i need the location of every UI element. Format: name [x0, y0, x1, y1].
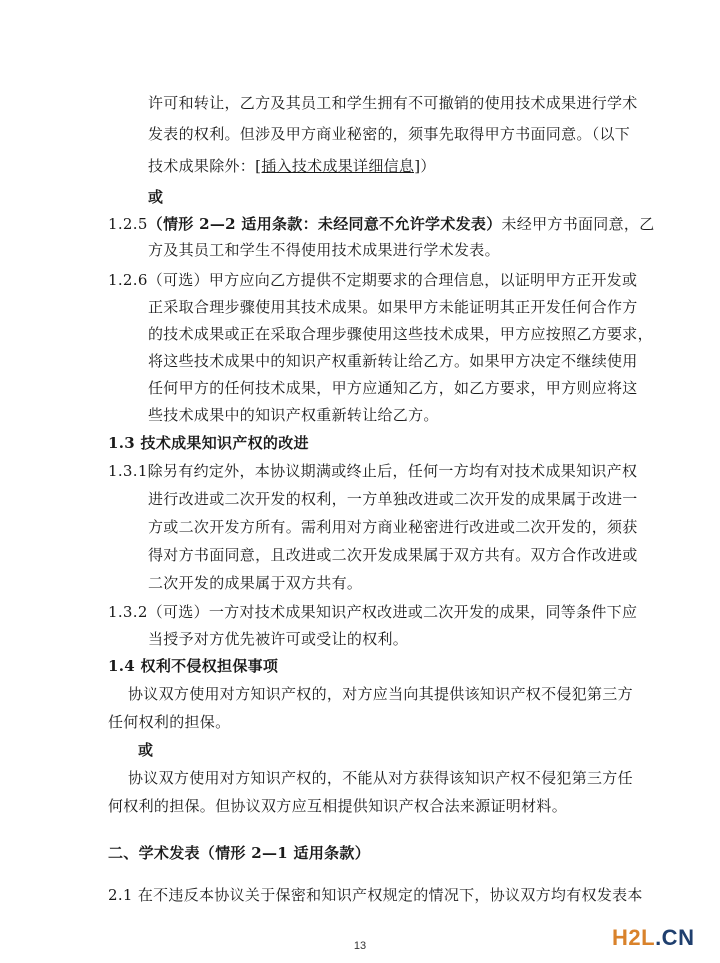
text-fragment: ）: [420, 157, 436, 175]
paragraph-line: 任何权利的担保。: [108, 713, 231, 731]
watermark-logo: [612, 925, 694, 951]
paragraph-line: 协议双方使用对方知识产权的，不能从对方获得该知识产权不侵犯第三方任: [128, 769, 633, 787]
text-fragment: （可选）甲方应向乙方提供不定期要求的合理信息，以证明甲方正开发或: [147, 271, 638, 289]
paragraph-line: 的技术成果或正在采取合理步骤使用这些技术成果，甲方应按照乙方要求，: [148, 325, 653, 343]
section-heading-2: 二、学术发表（情形 2—1 适用条款）: [108, 844, 371, 862]
paragraph-line: 得对方书面同意，且改进或二次开发成果属于双方共有。双方合作改进或: [148, 546, 638, 564]
paragraph-line: 将这些技术成果中的知识产权重新转让给乙方。如果甲方决定不继续使用: [148, 352, 638, 370]
text-fragment: 未经甲方书面同意，乙: [501, 215, 655, 233]
paragraph-line: 正采取合理步骤使用其技术成果。如果甲方未能证明其正开发任何合作方: [148, 298, 638, 316]
paragraph-line: 当授予对方优先被许可或受让的权利。: [148, 630, 409, 648]
clause-number: 1.3.2: [108, 603, 148, 621]
section-heading-1-3: 1.3 技术成果知识产权的改进: [108, 434, 309, 452]
paragraph-line: 进行改进或二次开发的权利，一方单独改进或二次开发的成果属于改进一: [148, 490, 638, 508]
paragraph-line: 方或二次开发方所有。需利用对方商业秘密进行改进或二次开发的，须获: [148, 518, 638, 536]
paragraph-line: 2.1 在不违反本协议关于保密和知识产权规定的情况下，协议双方均有权发表本: [108, 886, 643, 904]
text-fragment: 除另有约定外，本协议期满或终止后，任何一方均有对技术成果知识产权: [147, 462, 638, 480]
paragraph-line: 任何甲方的任何技术成果，甲方应通知乙方，如乙方要求，甲方则应将这: [148, 379, 638, 397]
paragraph-line: 许可和转让，乙方及其员工和学生拥有不可撤销的使用技术成果进行学术: [148, 94, 638, 112]
clause-1-3-1: [108, 460, 637, 482]
paragraph-line: 方及其员工和学生不得使用技术成果进行学术发表。: [148, 241, 500, 259]
text-fragment: 技术成果除外：: [148, 157, 256, 175]
clause-heading: （情形 2—2 适用条款：未经同意不允许学术发表）: [147, 215, 502, 233]
text-fragment: （可选）一方对技术成果知识产权改进或二次开发的成果，同等条件下应: [147, 603, 638, 621]
paragraph-line: 协议双方使用对方知识产权的，对方应当向其提供该知识产权不侵犯第三方: [128, 685, 633, 703]
page-number: 13: [353, 940, 367, 952]
paragraph-line: 何权利的担保。但协议双方应互相提供知识产权合法来源证明材料。: [108, 797, 568, 815]
logo-text: H2L: [612, 925, 656, 950]
clause-number: 1.3.1: [108, 462, 148, 480]
placeholder-field[interactable]: [插入技术成果详细信息]: [255, 157, 421, 175]
clause-1-2-5: [108, 213, 655, 235]
paragraph-line: 些技术成果中的知识产权重新转让给乙方。: [148, 406, 439, 424]
clause-number: 1.2.6: [108, 271, 148, 289]
clause-number: 1.2.5: [108, 215, 148, 233]
paragraph-line: 二次开发的成果属于双方共有。: [148, 574, 363, 592]
logo-text: .CN: [655, 925, 695, 950]
clause-1-2-6: [108, 269, 637, 291]
or-separator: 或: [138, 741, 154, 759]
clause-1-3-2: [108, 601, 637, 623]
paragraph-line: [148, 155, 436, 177]
section-heading-1-4: 1.4 权利不侵权担保事项: [108, 657, 279, 675]
paragraph-line: 发表的权利。但涉及甲方商业秘密的，须事先取得甲方书面同意。（以下: [148, 125, 631, 143]
or-separator: 或: [148, 188, 164, 206]
